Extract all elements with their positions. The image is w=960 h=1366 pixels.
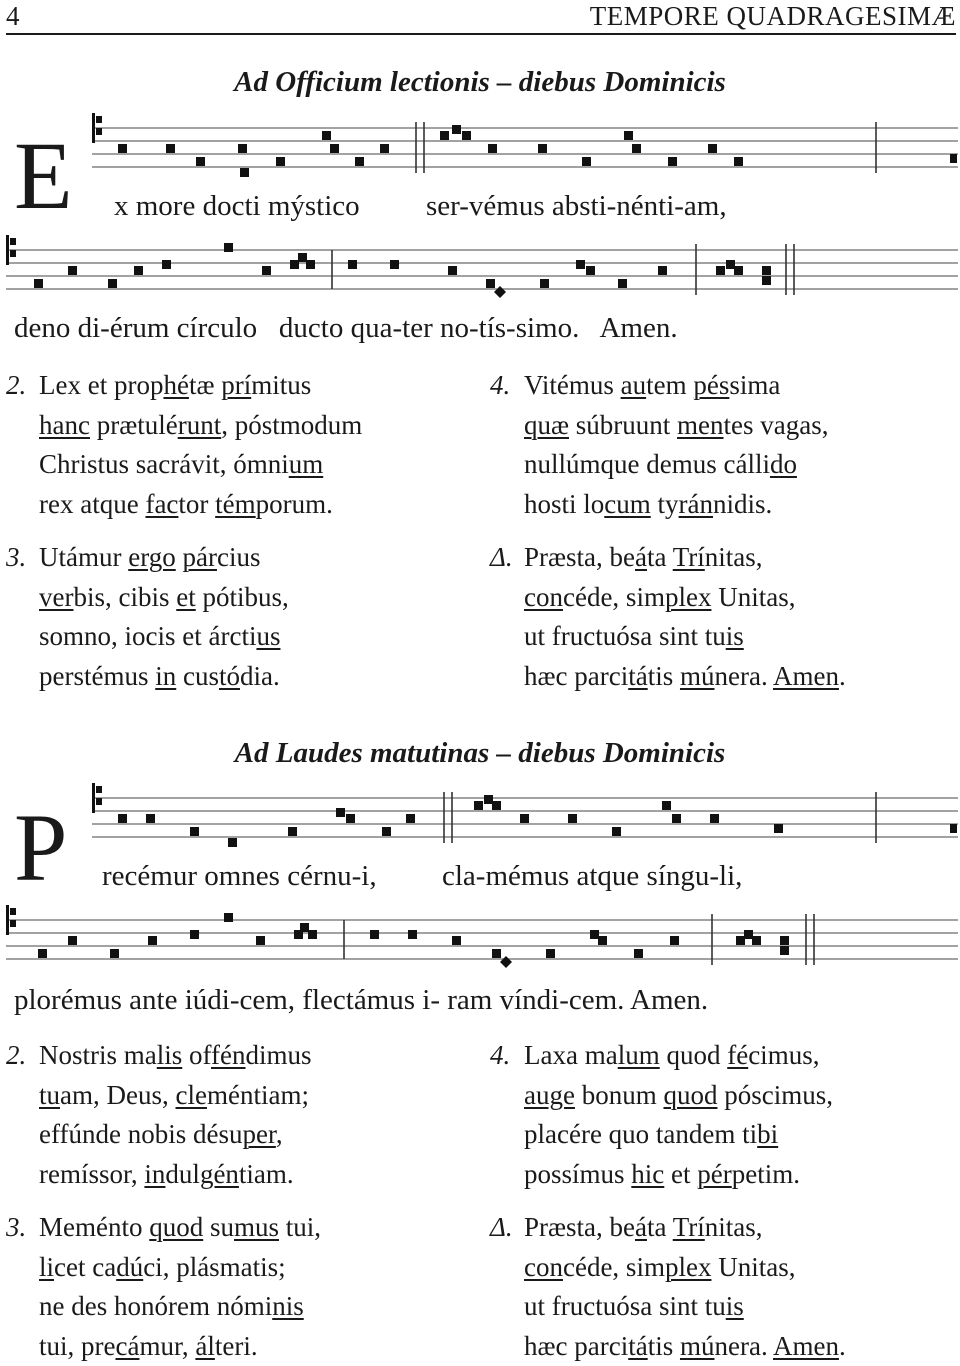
stanza-text [524, 366, 828, 524]
stanza-text [39, 366, 362, 524]
stanza-line: quæ súbruunt mentes vagas, [524, 406, 828, 446]
page-number: 4 [6, 1, 20, 32]
stanza-line: rex atque factor témporum. [39, 485, 362, 525]
drop-cap: P [14, 800, 67, 896]
hymn-2-lyric-1b: cla-mémus atque síngu-li, [442, 860, 742, 893]
stanza-text [524, 538, 846, 696]
hymn-2-lyric-2: plorémus ante iúdi-cem, flectámus i- ram víndi-cem. Amen. [14, 984, 708, 1017]
hymn-2-stanza-2 [6, 1036, 26, 1076]
hymn-1-stanza-2 [6, 366, 26, 406]
running-title: TEMPORE QUADRAGESIMÆ [590, 1, 956, 32]
stanza-number: Δ. [490, 1212, 513, 1242]
staff-lines [6, 250, 958, 289]
header-rule [6, 33, 956, 35]
hymn-2-stanza-doxology [490, 1208, 513, 1248]
hymn-1-staff-1 [0, 108, 960, 188]
c-clef-icon [6, 235, 16, 265]
stanza-line: verbis, cibis et pótibus, [39, 578, 289, 618]
stanza-line: hanc prætulérunt, póstmodum [39, 406, 362, 446]
hymn-1-lyric-1a: x more docti mýstico [114, 190, 360, 223]
stanza-line: remíssor, indulgéntiam. [39, 1155, 312, 1195]
stanza-line: nullúmque demus cállido [524, 445, 828, 485]
stanza-line: concéde, simplex Unitas, [524, 1248, 846, 1288]
stanza-line: Præsta, beáta Trínitas, [524, 1208, 846, 1248]
hymn-2-staff-1 [0, 778, 960, 858]
page-header [0, 0, 960, 36]
hymn-1-stanza-4 [490, 366, 510, 406]
stanza-line: perstémus in custódia. [39, 657, 289, 697]
stanza-text [39, 1036, 312, 1194]
stanza-line: ut fructuósa sint tuis [524, 617, 846, 657]
stanza-number: 3. [6, 1212, 26, 1242]
stanza-number: 3. [6, 542, 26, 572]
c-clef-icon [6, 905, 16, 935]
hymn-1-stanza-doxology [490, 538, 513, 578]
stanza-line: Laxa malum quod fécimus, [524, 1036, 833, 1076]
stanza-line: placére quo tandem tibi [524, 1115, 833, 1155]
stanza-text [39, 1208, 321, 1366]
stanza-line: Utámur ergo párcius [39, 538, 289, 578]
stanza-line: licet cadúci, plásmatis; [39, 1248, 321, 1288]
c-clef-icon [92, 783, 102, 813]
neumes [118, 125, 957, 177]
stanza-line: hæc parcitátis múnera. Amen. [524, 657, 846, 697]
hymn-2-staff-2 [0, 900, 960, 980]
stanza-number: Δ. [490, 542, 513, 572]
hymn-2-stanza-3 [6, 1208, 26, 1248]
stanza-number: 4. [490, 1040, 510, 1070]
stanza-line: Vitémus autem péssima [524, 366, 828, 406]
hymn-1-lyric-1b: ser-vémus absti-nénti-am, [426, 190, 727, 223]
hymn-1-stanza-3 [6, 538, 26, 578]
stanza-line: Christus sacrávit, ómnium [39, 445, 362, 485]
stanza-number: 2. [6, 1040, 26, 1070]
stanza-line: Meménto quod sumus tui, [39, 1208, 321, 1248]
stanza-line: Nostris malis offéndimus [39, 1036, 312, 1076]
hymn-1-lyric-2: deno di-érum círculo ducto qua-ter no-tís-simo. Amen. [14, 312, 678, 345]
stanza-line: concéde, simplex Unitas, [524, 578, 846, 618]
stanza-line: tui, precámur, álteri. [39, 1327, 321, 1366]
stanza-line: hæc parcitátis múnera. Amen. [524, 1327, 846, 1366]
staff-lines [92, 128, 958, 167]
c-clef-icon [92, 113, 102, 143]
stanza-line: possímus hic et pérpetim. [524, 1155, 833, 1195]
stanza-line: somno, iocis et árctius [39, 617, 289, 657]
stanza-line: ut fructuósa sint tuis [524, 1287, 846, 1327]
stanza-line: effúnde nobis désuper, [39, 1115, 312, 1155]
stanza-line: ne des honórem nóminis [39, 1287, 321, 1327]
stanza-number: 2. [6, 370, 26, 400]
neumes [34, 243, 771, 298]
hymn-1-staff-2 [0, 230, 960, 310]
stanza-number: 4. [490, 370, 510, 400]
neumes [38, 913, 789, 968]
stanza-line: Lex et prophétæ prímitus [39, 366, 362, 406]
stanza-line: tuam, Deus, cleméntiam; [39, 1076, 312, 1116]
stanza-line: auge bonum quod póscimus, [524, 1076, 833, 1116]
neumes [118, 795, 957, 847]
hymn-2-title: Ad Laudes matutinas – diebus Dominicis [0, 737, 960, 770]
stanza-text [524, 1208, 846, 1366]
stanza-text [524, 1036, 833, 1194]
hymn-2-stanza-4 [490, 1036, 510, 1076]
stanza-text [39, 538, 289, 696]
hymn-2-lyric-1a: recémur omnes cérnu-i, [102, 860, 377, 893]
stanza-line: Præsta, beáta Trínitas, [524, 538, 846, 578]
drop-cap: E [14, 128, 73, 224]
stanza-line: hosti locum tyránnidis. [524, 485, 828, 525]
hymn-1-title: Ad Officium lectionis – diebus Dominicis [0, 66, 960, 99]
